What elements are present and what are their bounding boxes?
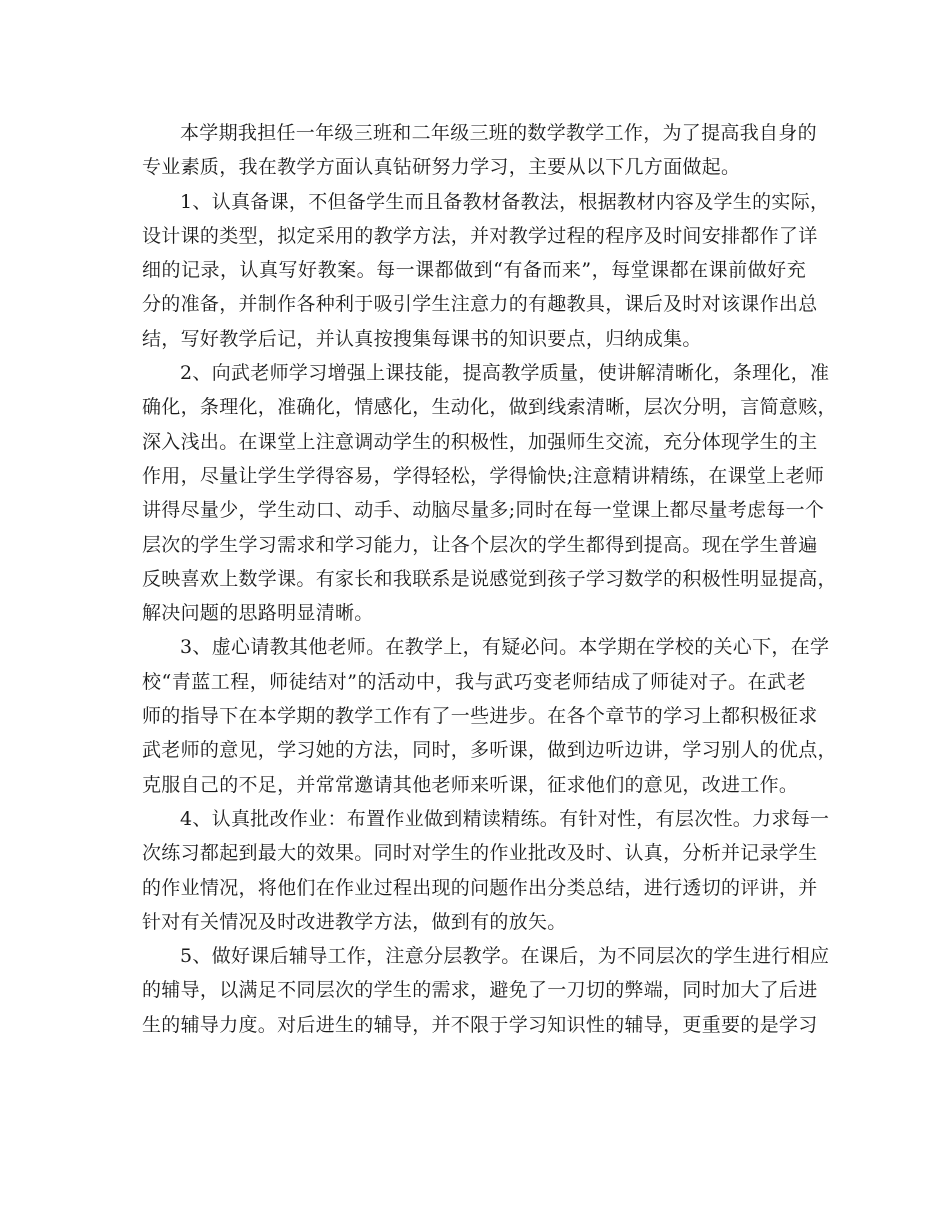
paragraph-homework (142, 802, 830, 939)
text-line: 1、认真备课，不但备学生而且备教材备教法，根据教材内容及学生的实际， (180, 190, 830, 213)
text-line: 本学期我担任一年级三班和二年级三班的数学教学工作，为了提高我自身的 (180, 122, 817, 144)
paragraph-tutoring (142, 939, 830, 1042)
text-line: 的作业情况，将他们在作业过程出现的问题作出分类总结，进行透切的评讲，并 (142, 876, 818, 899)
text-line: 解决问题的思路明显清晰。 (142, 602, 374, 625)
text-line: 专业素质，我在教学方面认真钻研努力学习，主要从以下几方面做起。 (142, 156, 741, 179)
text-line: 作用，尽量让学生学得容易，学得轻松，学得愉快;注意精讲精练，在课堂上老师 (142, 464, 825, 487)
text-line: 分的准备，并制作各种利于吸引学生注意力的有趣教具，课后及时对该课作出总 (142, 293, 818, 316)
paragraph-lesson-prep (142, 185, 830, 356)
text-line: 师的指导下在本学期的教学工作有了一些进步。在各个章节的学习上都积极征求 (142, 705, 818, 728)
text-line: 结，写好教学后记，并认真按搜集每课书的知识要点，归纳成集。 (142, 327, 702, 350)
text-line: 设计课的类型，拟定采用的教学方法，并对教学过程的程序及时间安排都作了详 (142, 224, 818, 247)
text-line: 生的辅导力度。对后进生的辅导，并不限于学习知识性的辅导，更重要的是学习 (142, 1013, 818, 1036)
text-line: 深入浅出。在课堂上注意调动学生的积极性，加强师生交流，充分体现学生的主 (142, 430, 818, 453)
paragraph-intro (142, 116, 817, 185)
text-line: 层次的学生学习需求和学习能力，让各个层次的学生都得到提高。现在学生普遍 (142, 533, 818, 556)
text-line: 次练习都起到最大的效果。同时对学生的作业批改及时、认真，分析并记录学生 (142, 842, 818, 865)
text-line: 的辅导，以满足不同层次的学生的需求，避免了一刀切的弊端，同时加大了后进 (142, 979, 818, 1002)
text-line: 校“青蓝工程，师徒结对”的活动中，我与武巧变老师结成了师徒对子。在武老 (142, 670, 806, 693)
text-line: 反映喜欢上数学课。有家长和我联系是说感觉到孩子学习数学的积极性明显提高， (142, 567, 837, 590)
document-body (142, 116, 837, 1042)
text-line: 确化，条理化，准确化，情感化，生动化，做到线索清晰，层次分明，言简意赅， (142, 396, 837, 419)
text-line: 2、向武老师学习增强上课技能，提高教学质量，使讲解清晰化，条理化，准 (180, 362, 830, 385)
paragraph-consult-teachers (142, 630, 837, 801)
text-line: 5、做好课后辅导工作，注意分层教学。在课后，为不同层次的学生进行相应 (180, 945, 830, 968)
text-line: 讲得尽量少，学生动口、动手、动脑尽量多;同时在每一堂课上都尽量考虑每一个 (142, 499, 825, 522)
paragraph-teaching-skills (142, 356, 837, 630)
text-line: 3、虚心请教其他老师。在教学上，有疑必问。本学期在学校的关心下，在学 (180, 636, 830, 659)
text-line: 克服自己的不足，并常常邀请其他老师来听课，征求他们的意见，改进工作。 (142, 773, 799, 796)
text-line: 针对有关情况及时改进教学方法，做到有的放矢。 (142, 910, 567, 933)
text-line: 细的记录，认真写好教案。每一课都做到“有备而来”，每堂课都在课前做好充 (142, 259, 806, 282)
text-line: 4、认真批改作业：布置作业做到精读精练。有针对性，有层次性。力求每一 (180, 807, 830, 830)
text-line: 武老师的意见，学习她的方法，同时，多听课，做到边听边讲，学习别人的优点， (142, 739, 837, 762)
